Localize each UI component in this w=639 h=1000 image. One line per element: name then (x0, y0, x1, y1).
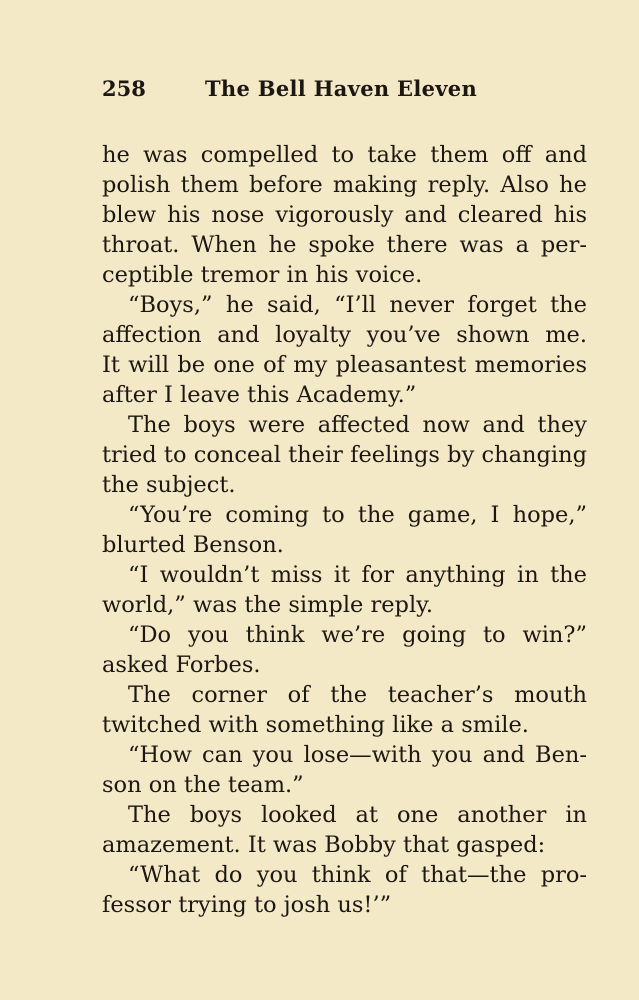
text-line: asked Forbes. (102, 652, 261, 678)
text-line: amazement. It was Bobby that gasped: (102, 832, 546, 858)
body-text (102, 140, 587, 920)
text-line: The corner of the teacher’s mouth (128, 682, 587, 708)
text-line: the subject. (102, 472, 236, 498)
text-line: world,” was the simple reply. (102, 592, 434, 618)
text-line: “I wouldn’t miss it for anything in the (128, 562, 587, 588)
text-line: “You’re coming to the game, I hope,” (128, 502, 587, 528)
text-line: The boys were affected now and they (128, 412, 587, 438)
text-line: throat. When he spoke there was a per- (102, 232, 587, 258)
text-line: The boys looked at one another in (128, 802, 587, 828)
running-head (102, 74, 584, 104)
page-number: 258 (102, 76, 146, 101)
text-line: “Boys,” he said, “I’ll never forget the (128, 292, 587, 318)
text-line: tried to conceal their feelings by changing (102, 442, 587, 468)
text-line: polish them before making reply. Also he (102, 172, 587, 198)
text-line: “How can you lose—with you and Ben- (128, 742, 587, 768)
text-line: It will be one of my pleasantest memories (102, 352, 587, 378)
text-line: “What do you think of that—the pro- (128, 862, 587, 888)
text-line: after I leave this Academy.” (102, 382, 417, 408)
text-line: “Do you think we’re going to win?” (128, 622, 587, 648)
text-line: twitched with something like a smile. (102, 712, 529, 738)
text-line: affection and loyalty you’ve shown me. (102, 322, 587, 348)
text-line: blurted Benson. (102, 532, 284, 558)
running-title: The Bell Haven Eleven (205, 76, 478, 101)
text-line: he was compelled to take them off and (102, 142, 587, 168)
text-line: ceptible tremor in his voice. (102, 262, 423, 288)
text-line: son on the team.” (102, 772, 304, 798)
text-line: blew his nose vigorously and cleared his (102, 202, 587, 228)
text-line: fessor trying to josh us!’” (102, 892, 392, 918)
